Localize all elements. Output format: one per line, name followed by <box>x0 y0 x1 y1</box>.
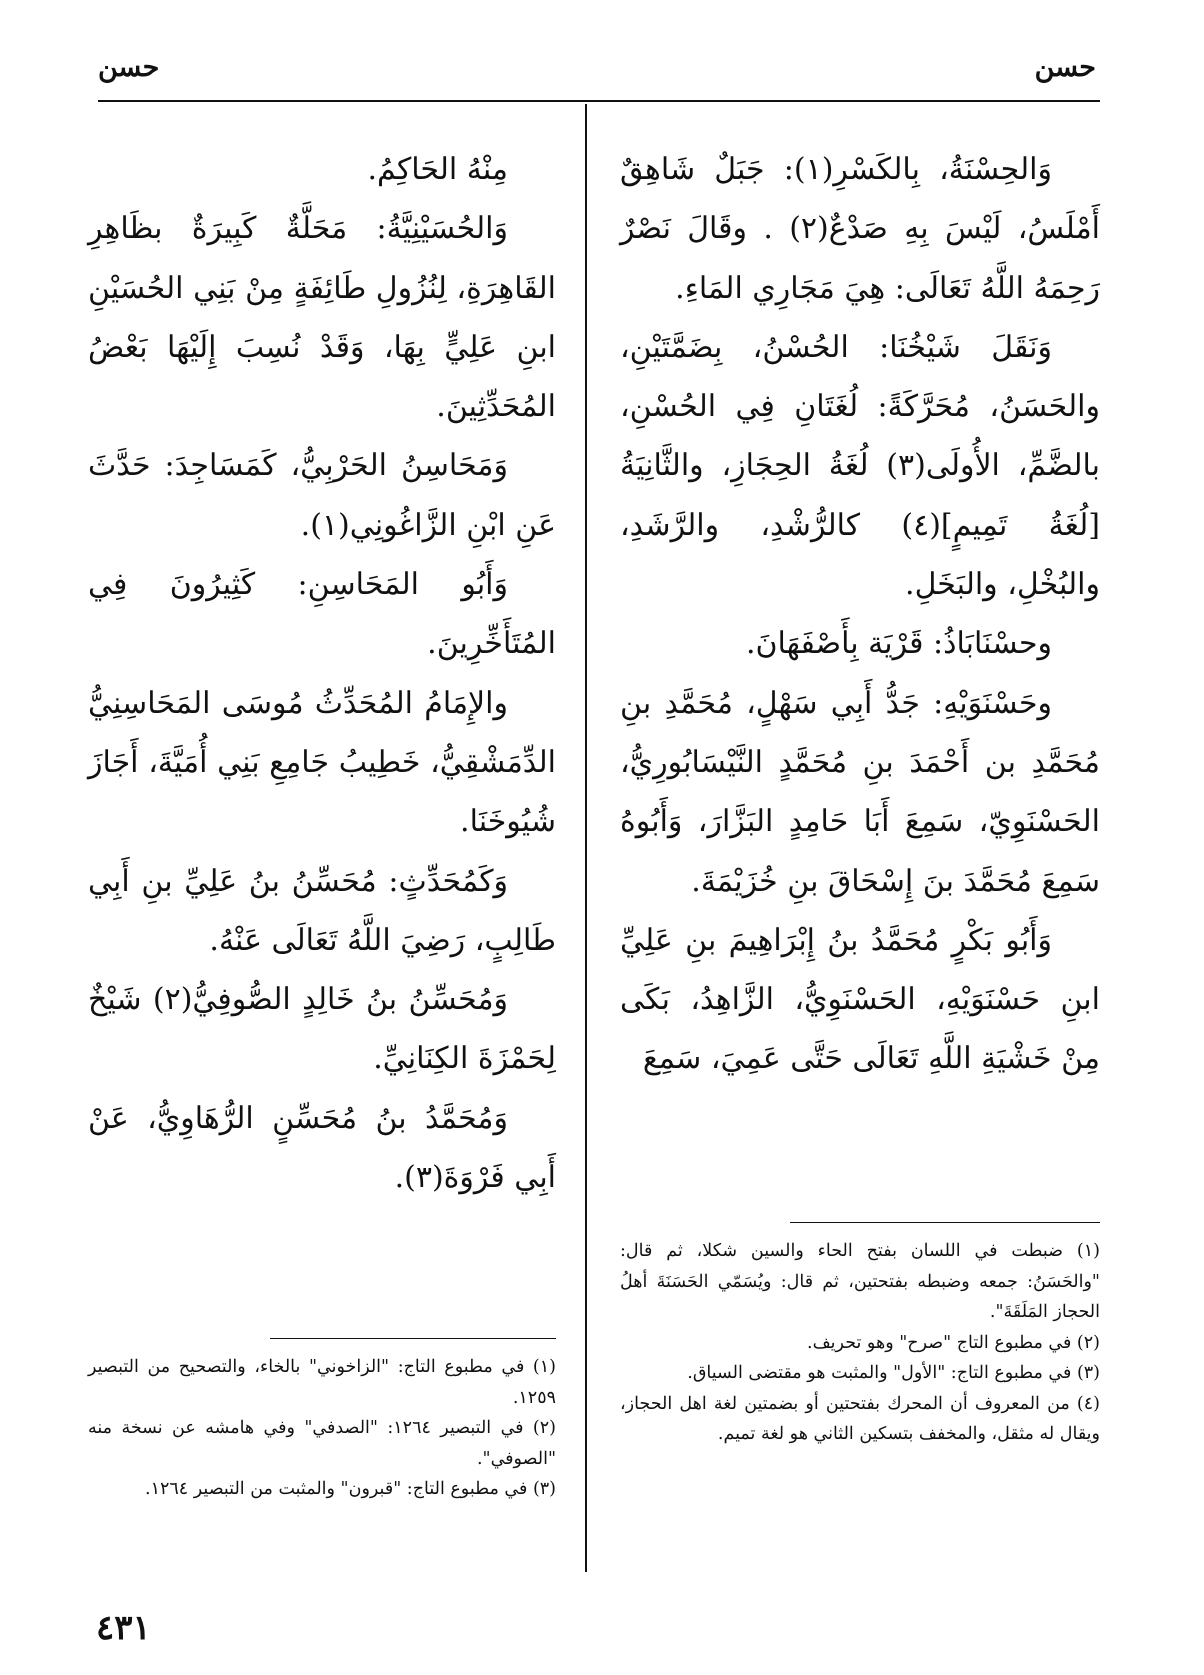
column-divider <box>585 104 587 1572</box>
paragraph: وَأَبُو المَحَاسِنِ: كَثِيرُونَ فِي المُتَأَخِّرِينَ. <box>88 567 556 662</box>
paragraph: وَمُحَسِّنُ بنُ خَالِدٍ الصُّوفِيُّ(٢) شَيْخٌ لِحَمْزَةَ الكِنَانِيِّ. <box>88 982 556 1077</box>
running-header-left: حسن <box>98 52 160 83</box>
page-number: ٤٣١ <box>96 1608 151 1648</box>
footnote: (٢) في التبصير ١٢٦٤: "الصدفي" وفي هامشه عن نسخة منه "الصوفي". <box>88 1418 556 1469</box>
paragraph: وحَسْنَوَيْهِ: جَدُّ أَبِي سَهْلٍ، مُحَمَّدِ بنِ مُحَمَّدِ بن أَحْمَدَ بنِ مُحَمَّدٍ النَّيْسَابُورِيُّ، الحَسْنَوِيّ، سَمِعَ أَبَا حَامِدٍ البَزَّارَ، وَأَبُوهُ سَمِعَ مُحَمَّدَ بنَ إِسْحَاقَ بنِ خُزَيْمَةَ. <box>620 685 1100 899</box>
footnote: (٢) في مطبوع التاج "صرح" وهو تحريف. <box>807 1332 1100 1353</box>
paragraph: وَالحِسْنَةُ، بِالكَسْرِ(١): جَبَلٌ شَاهِقٌ أَمْلَسُ، لَيْسَ بِهِ صَدْعٌ(٢) . وقَالَ نَصْرٌ رَحِمَهُ اللَّهُ تَعَالَى: هِيَ مَجَارِي المَاءِ. <box>620 152 1100 306</box>
footnote-separator-right <box>790 1222 1100 1223</box>
left-column-footnotes <box>88 1352 556 1505</box>
header-rule <box>98 100 1100 102</box>
paragraph: وَكَمُحَدِّثٍ: مُحَسِّنُ بنُ عَلِيِّ بنِ أَبِي طَالِبٍ، رَضِيَ اللَّهُ تَعَالَى عَنْهُ. <box>88 863 556 958</box>
right-column-text <box>620 140 1100 1089</box>
right-column-footnotes <box>620 1236 1100 1450</box>
paragraph: وَمُحَمَّدُ بنُ مُحَسِّنٍ الرُّهَاوِيُّ، عَنْ أَبِي فَرْوَةَ(٣). <box>88 1100 556 1196</box>
left-column-text <box>88 140 556 1207</box>
paragraph: وَمَحَاسِنُ الحَرْبِيُّ، كَمَسَاجِدَ: حَدَّثَ عَنِ ابْنِ الزَّاغُونِي(١). <box>88 448 556 543</box>
footnote: (٣) في مطبوع التاج: "قبرون" والمثبت من التبصير ١٢٦٤. <box>145 1479 556 1499</box>
paragraph: وَالحُسَيْنِيَّةُ: مَحَلَّةٌ كَبِيرَةٌ بظَاهِرِ القَاهِرَةِ، لِنُزُولِ طَائِفَةٍ مِنْ بَنِي الحُسَيْنِ ابنِ عَلِيٍّ بِهَا، وَقَدْ نُسِبَ إِلَيْهَا بَعْضُ المُحَدِّثِينَ. <box>88 211 556 425</box>
paragraph: مِنْهُ الحَاكِمُ. <box>367 152 508 187</box>
footnote: (١) ضبطت في اللسان بفتح الحاء والسين شكلا، ثم قال: "والحَسَنُ: جمعه وضبطه بفتحتين، ثم قال: ويُسَمّي الحَسَنَةَ أهلُ الحجاز المَلَقَةَ". <box>620 1241 1100 1322</box>
paragraph: وحسْنَابَاذُ: قَرْيَة بِأَصْفَهَانَ. <box>745 626 1052 662</box>
running-header-right: حسن <box>1034 52 1096 83</box>
footnote: (١) في مطبوع التاج: "الزاخوني" بالخاء، والتصحيح من التبصير ١٢٥٩. <box>88 1357 556 1408</box>
paragraph: والإِمَامُ المُحَدِّثُ مُوسَى المَحَاسِنِيُّ الدِّمَشْقِيُّ، خَطِيبُ جَامِعِ بَنِي أُمَيَّةَ، أَجَازَ شُيُوخَنَا. <box>88 685 556 840</box>
paragraph: وَنَقَلَ شَيْخُنَا: الحُسْنُ، بِضَمَّتَيْنِ، والحَسَنُ، مُحَرَّكَةً: لُغَتَانِ فِي الحُسْنِ، بالضَّمِّ، الأُولَى(٣) لُغَةُ الحِجَازِ، والثَّانِيَةُ [لُغَةُ تَمِيمٍ](٤) كالرُّشْدِ، والرَّشَدِ، والبُخْلِ، والبَخَلِ. <box>620 329 1101 603</box>
paragraph: وَأَبُو بَكْرٍ مُحَمَّدُ بنُ إِبْرَاهِيمَ بنِ عَلِيِّ ابنِ حَسْنَوَيْهِ، الحَسْنَوِيُّ، الزَّاهِدُ، بَكَى مِنْ خَشْيَةِ اللَّهِ تَعَالَى حَتَّى عَمِيَ، سَمِعَ <box>620 922 1100 1077</box>
footnote: (٤) من المعروف أن المحرك بفتحتين أو بضمتين لغة اهل الحجاز، ويقال له مثقل، والمخفف بتسكين الثاني هو لغة تميم. <box>620 1393 1100 1444</box>
footnote-separator-left <box>270 1338 556 1339</box>
footnote: (٣) في مطبوع التاج: "الأول" والمثبت هو مقتضى السياق. <box>687 1363 1100 1383</box>
